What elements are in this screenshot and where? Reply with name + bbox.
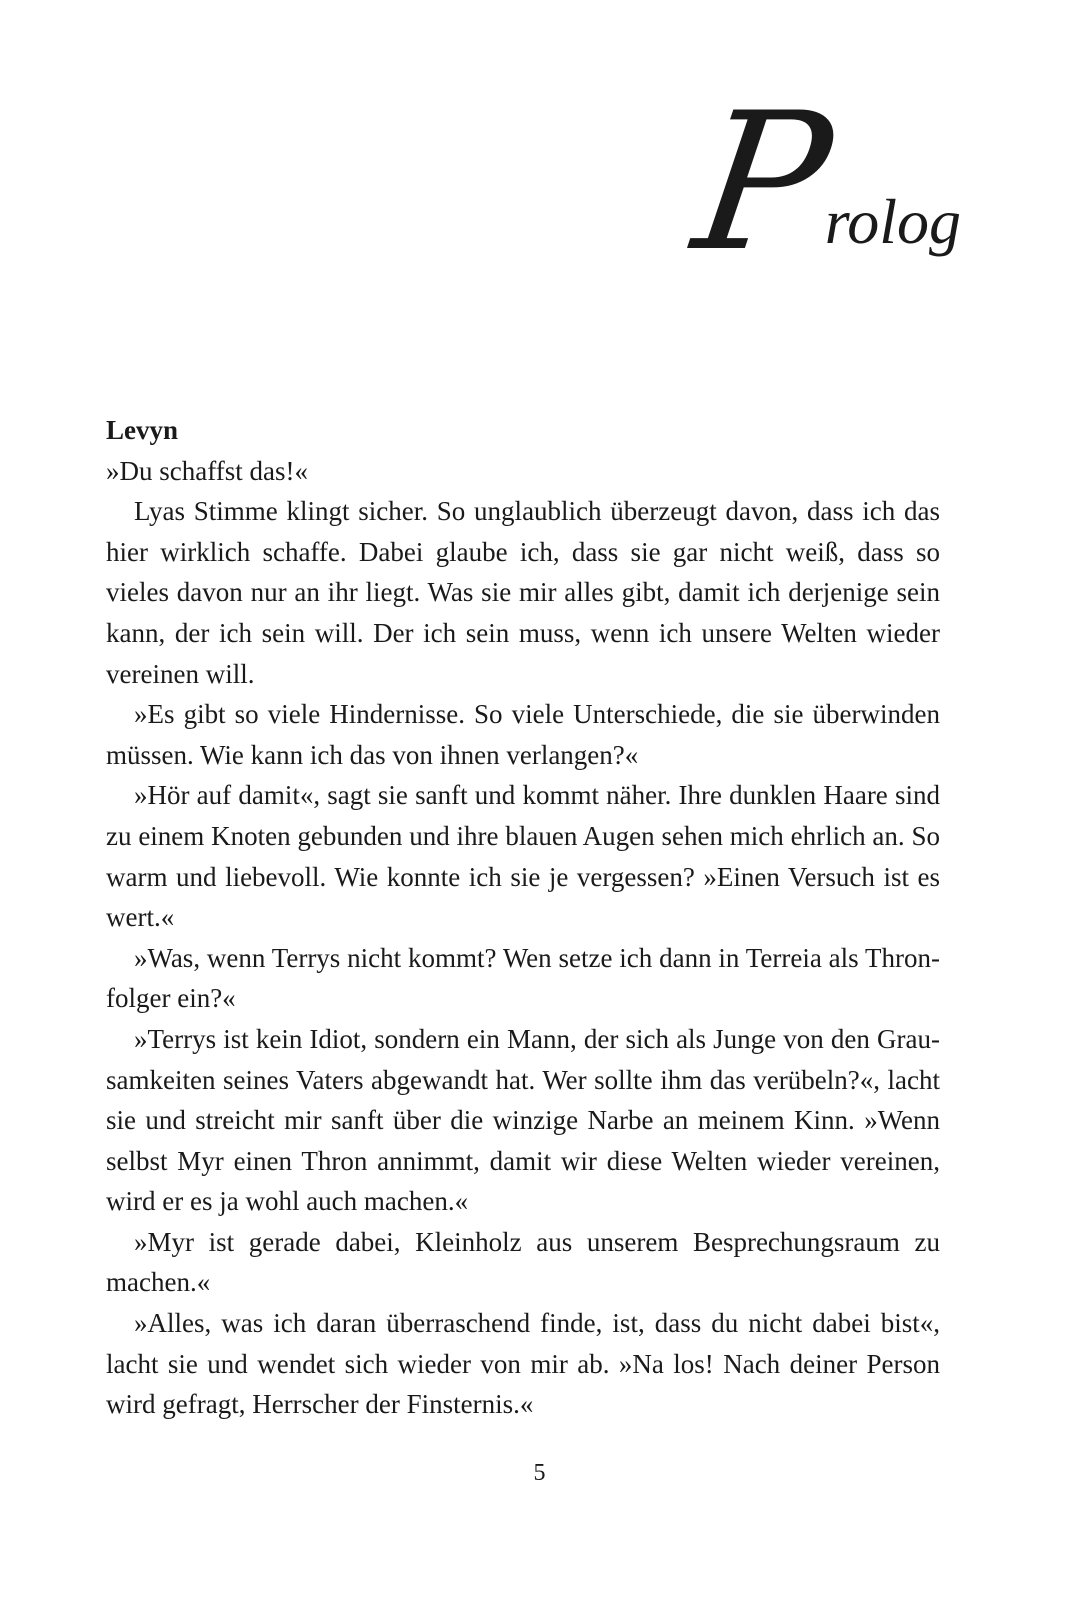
chapter-title-initial: P (683, 72, 839, 293)
page-number: 5 (533, 1460, 546, 1486)
paragraph: »Hör auf damit«, sagt sie sanft und kommt näher. Ihre dunklen Haare sind zu einem Knoten gebunden und ihre blauen Augen sehen mich ehrlich an. So warm und liebevoll. Wie konnte ich sie je vergessen? »Einen Versuch ist es wert.« (106, 780, 940, 933)
paragraph: »Es gibt so viele Hindernisse. So viele Unterschiede, die sie überwinden müssen. Wie kann ich das von ihnen verlangen?« (106, 699, 940, 770)
paragraph: »Myr ist gerade dabei, Kleinholz aus unserem Besprechungsraum zu machen.« (106, 1226, 940, 1298)
speaker-heading: Levyn (106, 415, 179, 445)
chapter-title (683, 72, 961, 293)
paragraph: Lyas Stimme klingt sicher. So unglaublich überzeugt davon, dass ich das hier wirklich schaffe. Dabei glaube ich, dass sie gar nicht weiß, dass so vieles davon nur an ihr liegt. Was sie mir alles gibt, damit ich derjenige sein kann, der ich sein will. Der ich sein muss, wenn ich unsere Welten wieder vereinen will. (106, 496, 940, 689)
paragraph: »Was, wenn Terrys nicht kommt? Wen setze ich dann in Terreia als Thronfolger ein?« (106, 942, 940, 1014)
paragraph: »Alles, was ich daran überraschend finde, ist, dass du nicht dabei bist«, lacht sie und wendet sich wieder von mir ab. »Na los! Nach deiner Person wird gefragt, Herrscher der Finsternis.« (106, 1308, 940, 1420)
chapter-title-rest: rolog (824, 186, 961, 257)
paragraph: »Terrys ist kein Idiot, sondern ein Mann, der sich als Junge von den Grausamkeiten seines Vaters abgewandt hat. Wer sollte ihm das verübeln?«, lacht sie und streicht mir sanft über die winzige Narbe an meinem Kinn. »Wenn selbst Myr einen Thron annimmt, damit wir diese Welten wieder vereinen, wird er es ja wohl auch machen.« (106, 1023, 940, 1217)
paragraph: »Du schaffst das!« (106, 455, 308, 486)
chapter-body (106, 410, 940, 1425)
